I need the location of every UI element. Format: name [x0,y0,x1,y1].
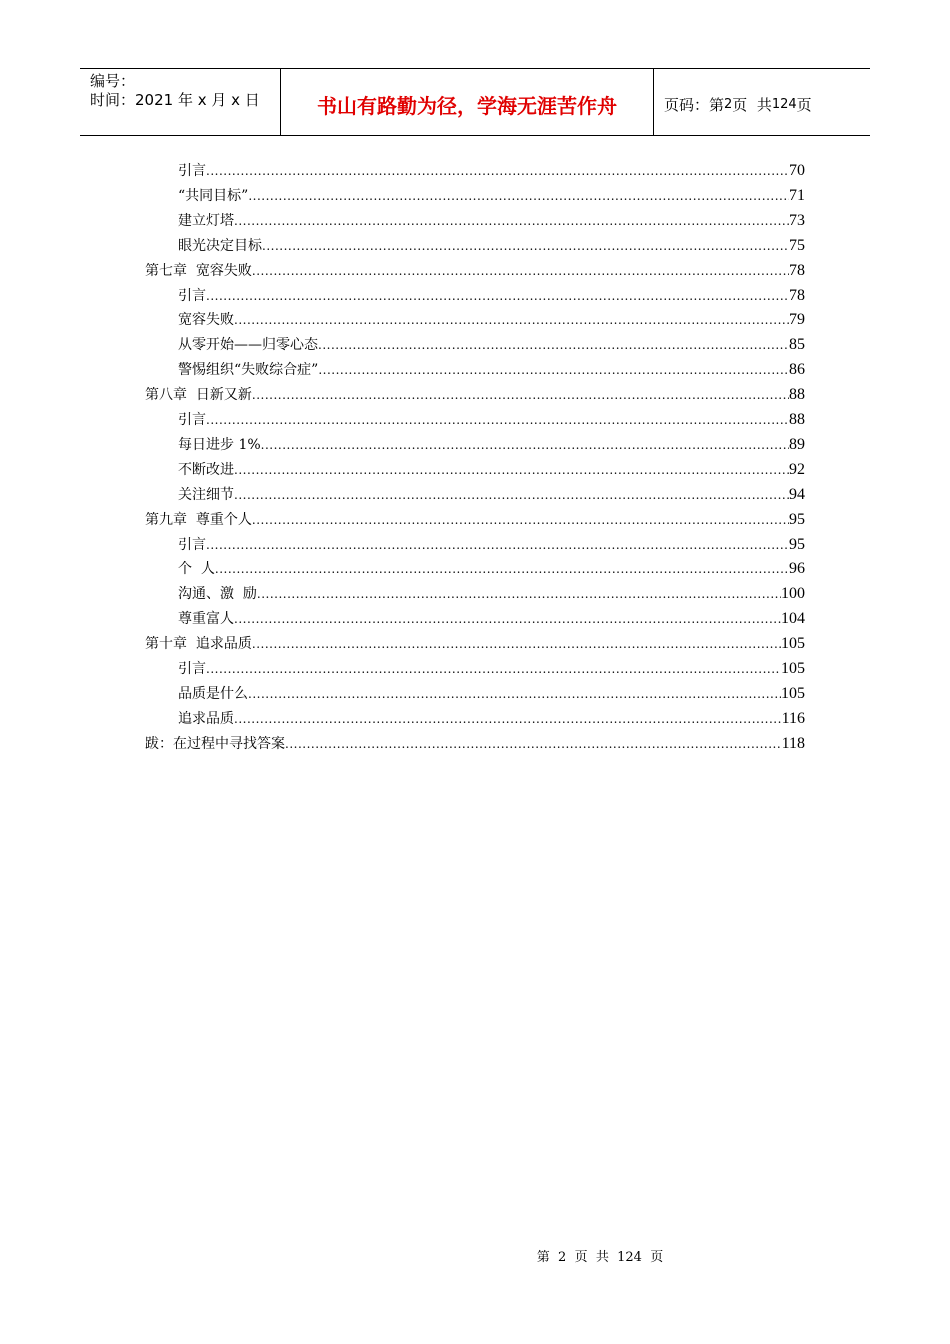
toc-entry-page: 85 [789,336,805,354]
toc-chapter-entry[interactable] [145,631,805,656]
toc-entry-page: 70 [789,162,805,179]
toc-entry-title: 引言 [178,163,206,179]
toc-dot-leader [234,707,782,732]
toc-entry-title: 眼光决定目标 [178,237,262,254]
footer-page-number: 第 2 页 共 124 页 [536,1250,664,1265]
toc-dot-leader [248,184,789,209]
toc-entry-title: 第十章 追求品质 [145,636,252,653]
toc-entry-title: 个 人 [178,561,215,578]
page-suffix: 页 [796,95,812,114]
toc-entry-title: 追求品质 [178,710,234,727]
toc-chapter-entry[interactable] [145,731,805,756]
toc-entry-title: 第七章 宽容失败 [145,262,252,279]
toc-section-entry[interactable] [178,706,805,731]
toc-entry-title: 建立灯塔 [178,212,234,229]
toc-dot-leader [318,333,789,358]
toc-entry-title: 跋：在过程中寻找答案 [145,735,285,752]
toc-entry-title: 第八章 日新又新 [145,387,252,404]
toc-chapter-entry[interactable] [145,507,805,532]
toc-section-entry[interactable] [178,681,805,706]
toc-entry-page: 105 [781,635,805,653]
toc-section-entry[interactable] [178,233,805,258]
toc-section-entry[interactable] [178,283,805,308]
page-total: 124 [771,96,797,112]
header-page-info [654,69,870,135]
toc-entry-page: 79 [789,311,805,329]
toc-entry-title: 每日进步 1% [178,436,261,453]
toc-section-entry[interactable] [178,357,805,382]
toc-entry-page: 92 [789,460,805,478]
toc-dot-leader [252,383,789,408]
toc-section-entry[interactable] [178,556,805,581]
toc-dot-leader [261,433,789,458]
header-motto [281,69,654,135]
toc-entry-title: 引言 [178,661,206,677]
toc-entry-title: 警惕组织“失败综合症” [178,362,319,379]
toc-entry-title: 引言 [178,536,206,553]
toc-section-entry[interactable] [178,407,805,432]
toc-dot-leader [262,234,789,259]
toc-dot-leader [285,732,782,757]
document-number: 编号： [90,72,136,90]
toc-section-entry[interactable] [178,482,805,507]
toc-dot-leader [257,582,781,607]
toc-dot-leader [206,533,789,558]
toc-dot-leader [206,657,781,682]
toc-entry-page: 73 [789,211,805,229]
toc-entry-title: 第九章 尊重个人 [145,511,252,528]
toc-dot-leader [234,209,789,234]
toc-dot-leader [318,358,789,383]
page-mid: 页 共 [732,95,772,114]
toc-chapter-entry[interactable] [145,258,805,283]
toc-entry-title: 沟通、激 励 [178,586,257,603]
toc-dot-leader [252,632,781,657]
toc-entry-page: 71 [789,186,805,204]
toc-entry-title: 引言 [178,412,206,428]
toc-entry-page: 96 [789,560,805,578]
toc-dot-leader [248,682,781,707]
toc-entry-title: 引言 [178,287,206,304]
header-meta [80,69,281,135]
toc-entry-title: 从零开始——归零心态 [178,337,318,354]
toc-section-entry[interactable] [178,208,805,233]
toc-entry-page: 88 [789,386,805,404]
toc-entry-page: 78 [789,286,805,304]
toc-section-entry[interactable] [178,581,805,606]
toc-dot-leader [252,508,789,533]
toc-dot-leader [234,308,789,333]
toc-section-entry[interactable] [178,606,805,631]
toc-section-entry[interactable] [178,307,805,332]
toc-chapter-entry[interactable] [145,382,805,407]
toc-entry-page: 75 [789,236,805,254]
toc-entry-page: 118 [781,734,805,752]
toc-entry-title: 品质是什么 [178,685,248,702]
toc-entry-title: 不断改进 [178,461,234,478]
toc-section-entry[interactable] [178,183,805,208]
toc-dot-leader [206,284,789,309]
toc-dot-leader [234,607,781,632]
page-current: 2 [724,96,733,112]
toc-entry-page: 95 [789,510,805,528]
page-prefix: 页码：第 [664,95,725,114]
toc-dot-leader [206,159,789,184]
toc-entry-page: 105 [781,684,805,702]
toc-entry-page: 94 [789,485,805,503]
toc-entry-page: 116 [781,709,805,727]
toc-dot-leader [215,557,789,582]
toc-entry-title: 宽容失败 [178,312,234,329]
toc-section-entry[interactable] [178,158,805,183]
toc-entry-title: “共同目标” [178,187,249,204]
page-footer [0,1246,950,1265]
toc-section-entry[interactable] [178,432,805,457]
toc-entry-page: 105 [781,660,805,677]
toc-section-entry[interactable] [178,656,805,681]
toc-section-entry[interactable] [178,532,805,557]
toc-entry-title: 关注细节 [178,486,234,503]
toc-dot-leader [252,259,789,284]
toc-entry-page: 89 [789,435,805,453]
toc-dot-leader [206,408,789,433]
motto-text: 书山有路勤为径，学海无涯苦作舟 [317,93,617,118]
page-header [80,68,870,136]
toc-section-entry[interactable] [178,457,805,482]
toc-section-entry[interactable] [178,332,805,357]
toc-entry-page: 100 [781,585,805,603]
toc-dot-leader [234,483,789,508]
toc-entry-title: 尊重富人 [178,611,234,628]
toc-entry-page: 95 [789,535,805,553]
toc-entry-page: 78 [789,261,805,279]
toc-entry-page: 86 [789,361,805,379]
toc-entry-page: 104 [781,610,805,628]
toc-entry-page: 88 [789,411,805,428]
toc-dot-leader [234,458,789,483]
document-date: 时间：2021 年 x 月 x 日 [90,91,260,109]
